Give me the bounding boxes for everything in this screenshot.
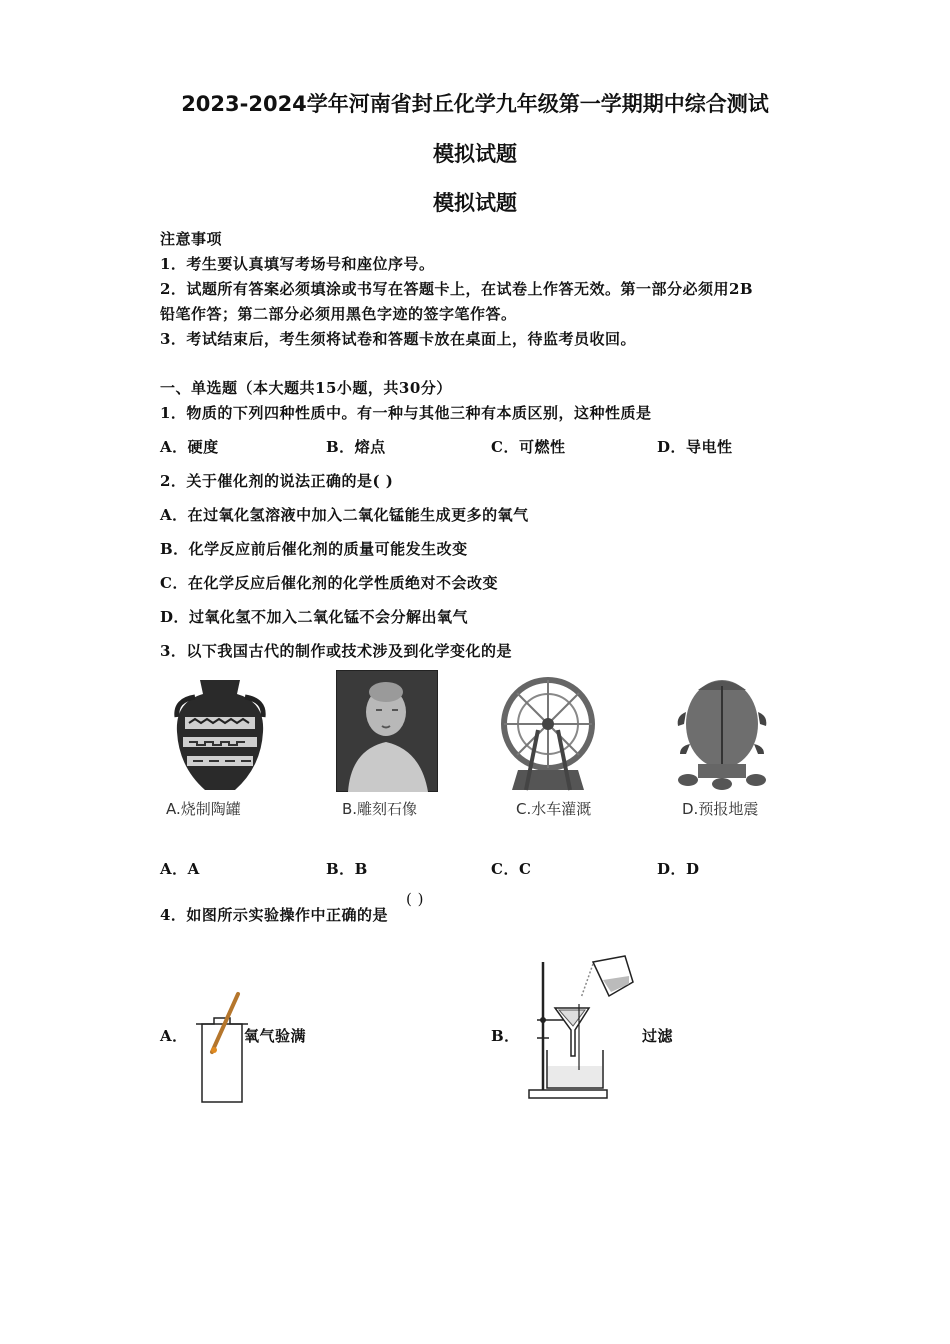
filtration-apparatus-image bbox=[525, 952, 640, 1102]
page-subtitle-2: 模拟试题 bbox=[433, 191, 517, 215]
q1-option-a: A．硬度 bbox=[160, 438, 219, 456]
q3-caption-a: A.烧制陶罐 bbox=[166, 800, 241, 818]
q3-stem: 3．以下我国古代的制作或技术涉及到化学变化的是 bbox=[160, 642, 512, 660]
q2-option-d: D．过氧化氢不加入二氧化锰不会分解出氧气 bbox=[160, 608, 469, 626]
notice-item-2-line-1: 2．试题所有答案必须填涂或书写在答题卡上，在试卷上作答无效。第一部分必须用2B bbox=[160, 280, 754, 298]
q4-option-a-text: 氧气验满 bbox=[244, 1027, 307, 1045]
notice-item-3: 3．考试结束后，考生须将试卷和答题卡放在桌面上，待监考员收回。 bbox=[160, 330, 636, 348]
q1-stem: 1．物质的下列四种性质中。有一种与其他三种有本质区别，这种性质是 bbox=[160, 404, 652, 422]
q2-stem: 2．关于催化剂的说法正确的是( ) bbox=[160, 472, 394, 490]
notice-item-1: 1．考生要认真填写考场号和座位序号。 bbox=[160, 255, 435, 273]
q2-option-a: A．在过氧化氢溶液中加入二氧化锰能生成更多的氧气 bbox=[160, 506, 529, 524]
oxygen-collection-bottle-image bbox=[190, 990, 250, 1105]
q1-option-d: D．导电性 bbox=[657, 438, 733, 456]
notice-heading: 注意事项 bbox=[160, 230, 223, 248]
notice-item-2-line-2: 铅笔作答；第二部分必须用黑色字迹的签字笔作答。 bbox=[160, 305, 517, 323]
q3-option-c: C．C bbox=[491, 860, 532, 878]
q4-answer-paren: ( ) bbox=[406, 890, 424, 908]
q4-option-b-text: 过滤 bbox=[642, 1027, 674, 1045]
page-subtitle-1: 模拟试题 bbox=[433, 142, 517, 166]
water-wheel-image bbox=[498, 672, 600, 796]
q1-option-c: C．可燃性 bbox=[491, 438, 566, 456]
q3-option-d: D．D bbox=[657, 860, 700, 878]
q4-stem: 4．如图所示实验操作中正确的是 bbox=[160, 906, 388, 924]
q3-caption-c: C.水车灌溉 bbox=[516, 800, 592, 818]
q4-option-a-label: A． bbox=[160, 1027, 188, 1045]
q4-option-b-label: B． bbox=[491, 1027, 520, 1045]
seismoscope-image bbox=[668, 672, 776, 796]
stone-statue-image bbox=[336, 670, 438, 792]
q2-option-c: C．在化学反应后催化剂的化学性质绝对不会改变 bbox=[160, 574, 498, 592]
q2-option-b: B．化学反应前后催化剂的质量可能发生改变 bbox=[160, 540, 468, 558]
q3-caption-d: D.预报地震 bbox=[682, 800, 759, 818]
section-heading: 一、单选题（本大题共15小题，共30分） bbox=[160, 379, 452, 397]
pottery-jar-image bbox=[165, 672, 275, 797]
q3-option-b: B．B bbox=[326, 860, 368, 878]
page-title: 2023-2024学年河南省封丘化学九年级第一学期期中综合测试 bbox=[181, 92, 769, 116]
q3-caption-b: B.雕刻石像 bbox=[342, 800, 418, 818]
q1-option-b: B．熔点 bbox=[326, 438, 386, 456]
q3-option-a: A．A bbox=[160, 860, 200, 878]
